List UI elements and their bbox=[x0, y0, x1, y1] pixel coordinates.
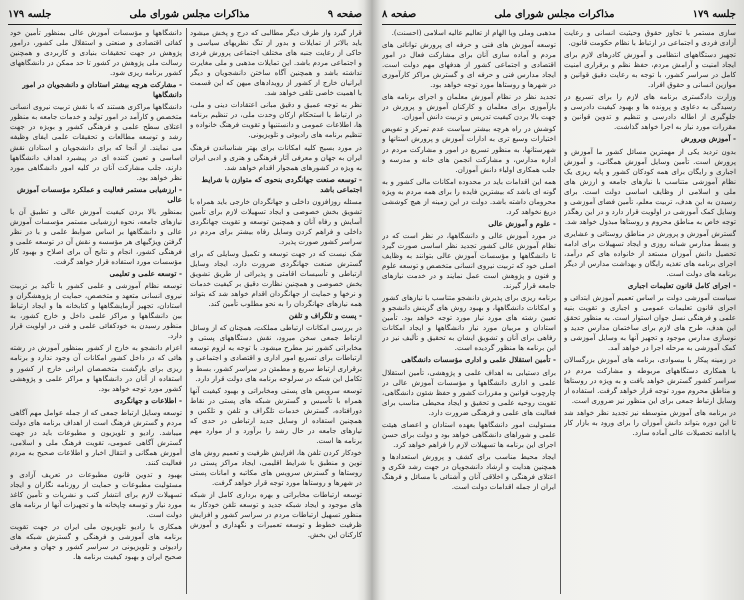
left-header-rule bbox=[8, 24, 362, 25]
body-paragraph: مذهبی وملی ویا الهام از تعالیم عالیه اسلامی (احسنت). bbox=[391, 28, 556, 37]
body-paragraph: در مورد بسیج کلیه امکانات برای بهتر شناساندن فرهنگ ایران به جهان و معرفی آثار فرهنگی و هنری و ادبی ایران به ویژه در کشورهای همجوار اقدام خواهد شد. bbox=[190, 142, 362, 172]
body-paragraph: دانشگاهها مراکزی هستند که با نقش تربیت نیروی انسانی متخصص و کارآمد در امور تولید و خدمات جامعه به منظور اعتلای سطح علمی و فرهنگی کشور و بویژه در جهت رشد و توسعه مطالعات و تحقیقات علمی ایفای وظیفه می نمایند. از آنجا که برای دانشجویان و استادان نقش اساسی و تعیین کننده ای در پیشبرد اهداف دانشگاهها دارند، جلب مشارکت آنان در کلیه امور دانشگاهی مورد نظر خواهد بود. bbox=[10, 102, 182, 182]
body-paragraph: همه این اقدامات باید در محدوده امکانات مالی کشور و به گونه ای باشد که بیشترین فایده را برای همه مردم به ویژه محرومان داشته باشد. دولت در این زمینه از هیچ کوششی دریغ نخواهد کرد. bbox=[382, 176, 556, 216]
body-paragraph: بهبود و تدوین قانون مطبوعات در تعریف آزادی و مسئولیت مطبوعات و حمایت از روزنامه نگاران و ایجاد تسهیلات لازم برای انتشار کتب و نشریات و تأمین کاغذ مورد نیاز و توسعه چاپخانه ها و تجهیزات آنها از برنامه های دولت است. bbox=[10, 469, 182, 520]
body-paragraph: توسعه آموزش های فنی و حرفه ای پرورش توانائی های مردم و آماده سازی آنان برای مشارکت فعال در امور اقتصادی و اجتماعی کشور از هدفهای مهم دولت است. ایجاد مدارس فنی و حرفه ای و گسترش مراکز کارآموزی در شهرها و روستاها مورد توجه خواهد بود. bbox=[382, 40, 556, 90]
body-paragraph: اعزام دانشجو به خارج از کشور بمنظور آموزش در رشته هائی که در داخل کشور امکانات آن وجود ندارد و برنامه ریزی برای بازگشت متخصصان ایرانی خارج از کشور و استفاده از آنان در دانشگاهها و مراکز علمی و پژوهشی کشور مورد توجه خواهد بود. bbox=[10, 343, 182, 393]
left-page-number: صفحه ۹ bbox=[327, 8, 362, 20]
body-paragraph: مسئولیت امور دانشگاهها بعهده استادان و اعضای هیئت علمی و شوراهای دانشگاهی خواهد بود و دولت برای حسن اجرای این برنامه ها تسهیلات لازم را فراهم خواهد کرد. bbox=[382, 419, 556, 449]
body-paragraph: توسعه سرویس های پستی ومخابراتی و بهبود کیفیت آنها همراه با تأسیس و گسترش شبکه های پستی در نقاط دورافتاده، گسترش خدمات تلگراف و تلفن و تلکس و همچنین استفاده از وسایل جدید ارتباطی در حدی که نیازهای جامعه در حال رشد را برآورد و از موارد مهم برنامه ها است. bbox=[190, 385, 362, 445]
right-column-divider bbox=[560, 28, 561, 594]
right-page-column-left bbox=[382, 28, 556, 594]
body-paragraph: بدون تردید یکی از مهمترین مسائل کشور ما آموزش و پرورش است. تأمین وسایل آموزش همگانی، و آموزش اجباری و رایگان برای همه کودکان کشور و پایه ریزی یک نظام آموزشی متناسب با نیازهای جامعه و ارزش های ملی و اسلامی از وظایف اساسی دولت است. برای رسیدن به این هدف، تربیت معلم، تأمین فضای آموزشی و وسایل کمک آموزشی در اولویت قرار دارد و در این رهگذر توجه خاص به مناطق محروم و روستاها مبذول خواهد شد. bbox=[564, 146, 736, 226]
left-page-column-right bbox=[190, 28, 362, 594]
left-page-title: مذاکرات مجلس شورای ملی bbox=[129, 8, 250, 20]
body-paragraph: توسعه ارتباطات مخابراتی و بهره برداری کامل از شبکه های موجود و ایجاد شبکه جدید و توسعه تلفن خودکار به منظور تسهیل ارتباطات مردم در سراسر کشور و افزایش ظرفیت خطوط و توسعه تعمیرات و نگهداری و آموزش کارکنان این بخش. bbox=[190, 490, 362, 540]
body-paragraph: برنامه ریزی برای پذیرش دانشجو متناسب با نیازهای کشور و امکانات دانشگاهها، و بهبود روش های گزینش دانشجو و تعیین رشته های مورد نیاز مورد توجه خواهد بود. تأمین استادان و مربیان مورد نیاز دانشگاهها و ایجاد امکانات رفاهی برای آنان و تشویق ایشان به تحقیق و تألیف نیز در این برنامه ها منظور گردیده است. bbox=[382, 293, 556, 353]
body-paragraph: سازی مستمر با تجاوز حقوق وحیثیت انسانی و رعایت آزادی فردی و اجتماعی در ارتباط با نظام حکومت قانون. bbox=[564, 28, 736, 48]
body-paragraph: برای دستیابی به اهداف علمی و پژوهشی، تأمین استقلال علمی و اداری دانشگاهها و مؤسسات آموزش عالی در چارچوب قوانین و مقررات کشور و حفظ شئون دانشگاهی، تقویت روحیه علمی و تحقیق و ایجاد محیطی مناسب برای فعالیت های علمی و فرهنگی ضرورت دارد. bbox=[382, 367, 556, 417]
left-page-header bbox=[8, 6, 362, 22]
body-paragraph: سیاست آموزشی دولت بر اساس تعمیم آموزش ابتدائی و اجرای قانون تعلیمات عمومی و اجباری و تقویت بنیه علمی و فرهنگی نسل جوان استوار است. به منظور تحقق این هدف، طرح های لازم برای ساختمان مدارس جدید و نوسازی مدارس موجود و تجهیز آنها به وسایل آموزشی و کمک آموزشی به مرحله اجرا در خواهد آمد. bbox=[564, 293, 736, 353]
body-paragraph: ایجاد محیط مناسب برای کشف و پرورش استعدادها و همچنین هدایت و ارشاد دانشجویان در جهت رشد فکری و اعتلای فرهنگی و اخلاقی آنان و آشنائی با مسائل و فرهنگ ایران از جمله اقدامات دولت است. bbox=[382, 451, 556, 492]
body-paragraph: در برنامه های آموزش متوسطه نیز تجدید نظر خواهد شد تا این دوره بتواند دانش آموزان را برای ورود به بازار کار یا ادامه تحصیلات عالی آماده سازد. bbox=[564, 407, 736, 437]
body-paragraph: مسئله روزافزون داخلی و جهانگردان خارجی باید همراه با تشویق بخش خصوصی و ایجاد تسهیلات لازم برای تأمین آسایش و رفاه آنان و همچنین توسعه و تقویت جهانگردی داخلی و فراهم کردن وسایل رفاه بیشتر برای مردم در سراسر کشور صورت پذیرد. bbox=[190, 196, 362, 246]
section-heading: - توسعه علمی و تعلیمی bbox=[109, 269, 182, 279]
body-paragraph: در زمینه پیکار با بیسوادی، برنامه های آموزش بزرگسالان با همکاری دستگاههای مربوطه و مشارکت مردم در سراسر کشور گسترش خواهد یافت و به ویژه در روستاها و مناطق محروم مورد توجه قرار خواهد گرفت. استفاده از وسایل ارتباط جمعی برای این منظور نیز ضروری است. bbox=[564, 355, 736, 405]
section-heading: - اطلاعات و جهانگردی bbox=[114, 395, 182, 405]
section-heading: - پست و تلگراف و تلفن bbox=[288, 311, 362, 321]
body-paragraph: دانشگاهها و مؤسسات آموزش عالی بمنظور تأمین خود کفائی اقتصادی و صنعتی و استقلال ملی کشور، درامور پژوهش در جهت تحقیقات بنیادی و کاربردی و همچنین رسالت ملی پژوهش در کشور تا حد ممکن در دانشگاههای کشور برنامه ریزی شود. bbox=[10, 28, 182, 78]
section-heading: - آموزش وپرورش bbox=[681, 134, 736, 144]
section-heading: - توسعه صنعت جهانگردی بنحوی که متوازن با شرایط اجتماعی باشد bbox=[201, 174, 362, 194]
body-paragraph: بمنظور بالا بردن کیفیت آموزش عالی و تطبیق آن با نیازهای جامعه، نحوه ارزشیابی مستمر مؤسسات آموزش عالی و دانشگاهها بر اساس ضوابط علمی و با در نظر گرفتن ویژگیهای هر مؤسسه و نقش آن در توسعه علمی و فرهنگی کشور، انجام و نتایج آن برای اصلاح و بهبود کار مؤسسات مورد استفاده قرار خواهد گرفت. bbox=[10, 206, 182, 267]
section-heading: - ارزشیابی مستمر فعالیت و عملکرد مؤسسات آموزش عالی bbox=[16, 184, 182, 204]
body-paragraph: گسترش آموزش و پرورش در مناطق روستائی و عشایری و بسط مدارس شبانه روزی و ایجاد تسهیلات برای ادامه تحصیل دانش آموزان مستعد از خانواده های کم درآمد، اجرای برنامه های تغذیه رایگان و بهداشت مدارس از دیگر برنامه های دولت است. bbox=[564, 228, 736, 279]
body-paragraph: تجدید نظر در نظام آموزش معلمان و اجرای برنامه های بازآموزی برای معلمان و کارکنان آموزش و پرورش در جهت بالا بردن کیفیت تدریس و تربیت دانش آموزان. bbox=[382, 92, 556, 122]
right-page-column-right bbox=[564, 28, 736, 594]
section-heading: - تأمین استقلال علمی و اداری مؤسسات دانشگاهی bbox=[401, 355, 556, 365]
body-paragraph: توسعه نظام آموزشی و علمی کشور با تأکید بر تربیت نیروی انسانی متعهد و متخصص، حمایت از پژوهشگران و استادان، تجهیز آزمایشگاهها و کتابخانه ها و ایجاد ارتباط بین دانشگاهها و مراکز علمی داخل و خارج کشور، به منظور رسیدن به خودکفائی علمی و فنی در اولویت قرار دارد. bbox=[10, 281, 182, 341]
right-page-title: مذاکرات مجلس شورای ملی bbox=[494, 8, 615, 20]
body-paragraph: کوشش در راه هرچه بیشتر سیاست عدم تمرکز و تفویض اختیارات وسیع تری به ادارات آموزش و پرورش استانها و شهرستانها، به منظور تسریع در امور و مشارکت مردم در اداره مدارس، و مشارکت انجمن های خانه و مدرسه و جلب همکاری اولیاء دانش آموزان. bbox=[382, 124, 556, 174]
body-paragraph: وزارت دادگستری برنامه های لازم را برای تسریع در رسیدگی به دعاوی و پرونده ها و بهبود کیفیت دادرسی و جلوگیری از اطاله دادرسی و تنظیم و تدوین قوانین و مقررات مورد نیاز به اجرا خواهد گذاشت. bbox=[564, 92, 736, 132]
body-paragraph: شک نیست که در جهت توسعه و تکمیل وسایلی که برای گسترش صنعت جهانگردی ضرورت دارد، ایجاد وسایل ارتباطی و تأسیسات اقامتی و پذیرائی از طریق تشویق بخش خصوصی و همچنین نظارت دقیق بر کیفیت خدمات و نرخها و حمایت از جهانگردان اقدام خواهد شد که بتواند همه نیازهای جهانگردان را به نحو مطلوب تأمین کند. bbox=[190, 248, 362, 309]
left-column-divider bbox=[186, 28, 187, 594]
left-page-session: جلسه ۱۷۹ bbox=[8, 8, 52, 20]
section-heading: - اجرای کامل قانون تعلیمات اجباری bbox=[627, 281, 736, 291]
body-paragraph: تجهیز دستگاههای انتظامی و آموزش کادرهای لازم برای ایجاد امنیت و آرامش مردم، حفظ نظم و برقراری امنیت کامل در سراسر کشور، با توجه به رعایت دقیق قوانین و موازین انسانی و حقوق افراد. bbox=[564, 50, 736, 90]
body-paragraph: نظر به توجه عمیق و دقیق مبانی اعتقادات دینی و ملی، در ارتباط با استحکام ارکان وحدت ملی، در تنظیم برنامه ها، اطلاعات عمومی و دانستنیها و تقویت فرهنگ خانواده و تنظیم برنامه های رادیوئی و تلویزیونی. bbox=[190, 100, 362, 140]
right-page bbox=[374, 0, 744, 600]
left-page bbox=[0, 0, 370, 600]
body-paragraph: توسعه وسایل ارتباط جمعی که از جمله عوامل مهم آگاهی مردم و گسترش فرهنگ است از اهداف برنامه های دولت میباشد. رادیو و تلویزیون و مطبوعات باید در جهت گسترش آگاهی عمومی، تقویت فرهنگ ملی و اسلامی، آموزش همگانی و انتقال اخبار و اطلاعات صحیح به مردم فعالیت کنند. bbox=[10, 407, 182, 467]
body-paragraph: قرار گیرد واز طرف دیگر مطالبی که درج و پخش میشود باید بالاتر از تمایلات و بدور از تنگ نظریهای سیاسی و حاکی از رعایت جنبه های مختلف اجتماعی پرورش فردی و اجتماعی مردم باشد. این تمایلات مذهبی و ملی مغایرت نداشته باشد و همچنین آگاه ساختن دانشجویان و دیگر ایرانیان خارج از کشور از رویدادهای میهن که این قسمت با اهمیت خاصی تلقی خواهد شد. bbox=[190, 28, 362, 98]
body-paragraph: در مورد آموزش عالی و دانشگاهها، در نظر است که در نظام آموزش عالی کشور تجدید نظر اساسی صورت گیرد تا دانشگاهها و مؤسسات آموزش عالی بتوانند به وظایف اصلی خود که تربیت نیروی انسانی متخصص و توسعه علوم و فنون و پژوهش است عمل نمایند و در خدمت نیازهای جامعه قرار گیرند. bbox=[382, 230, 556, 291]
left-page-column-left bbox=[10, 28, 182, 594]
body-paragraph: همکاری با رادیو تلویزیون ملی ایران در جهت تقویت برنامه های آموزشی و فرهنگی و گسترش شبکه های رادیوئی و تلویزیونی در سراسر کشور و جهان و معرفی صحیح ایران و بهبود کیفیت برنامه ها. bbox=[10, 522, 182, 562]
body-paragraph: در بررسی امکانات ارتباطی مملکت، همچنان که از وسائل ارتباط جمعی سخن میرود، نقش دستگاههای پستی و مخابراتی کشور نیز مطرح میشود. با توجه به لزوم توسعه ارتباطات برای تسریع امور اداری و اقتصادی و اجتماعی و برقراری ارتباط سریع و مطمئن در سراسر کشور، بسط و تکامل این شبکه در سرلوحه برنامه های دولت قرار دارد. bbox=[190, 323, 362, 383]
right-page-header bbox=[382, 6, 736, 22]
right-page-number: صفحه ۸ bbox=[382, 8, 417, 20]
section-heading: - مشارکت هرچه بیشتر استادان و دانشجویان در امور دانشگاهها bbox=[22, 80, 182, 100]
body-paragraph: خودکار کردن تلفن ها، افزایش ظرفیت و تعمیم روش های نوین و منطبق با شرایط اقلیمی، ایجاد مراکز پستی در روستاها و گسترش سرویس های مکاتبه و امانات پستی در شهرها و روستاها مورد توجه قرار خواهد گرفت. bbox=[190, 447, 362, 488]
right-header-rule bbox=[382, 24, 736, 25]
section-heading: - علوم و آموزش عالی bbox=[488, 218, 556, 228]
right-page-session: جلسه ۱۷۹ bbox=[692, 8, 736, 20]
